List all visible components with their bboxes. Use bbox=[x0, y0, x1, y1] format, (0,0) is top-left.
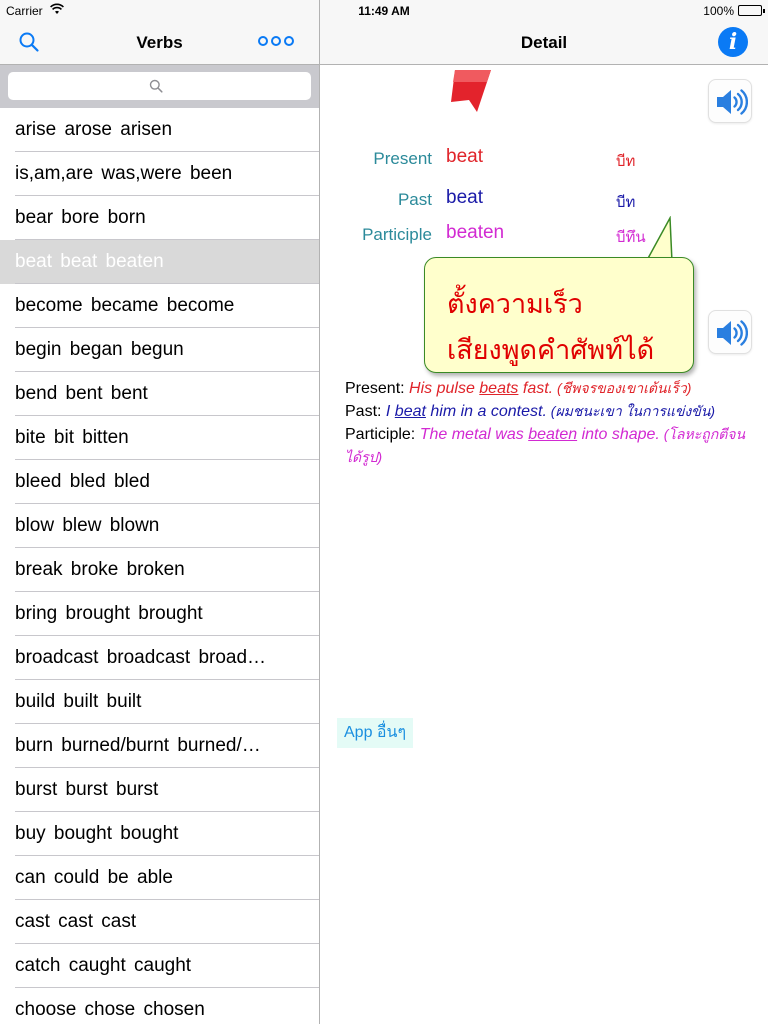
present-label: Present bbox=[373, 149, 432, 168]
example-past-post: him in a contest. bbox=[425, 403, 547, 420]
verb-row[interactable]: cast cast cast bbox=[0, 900, 319, 944]
search-input[interactable] bbox=[8, 72, 311, 100]
example-participle-post: into shape. bbox=[577, 426, 660, 443]
example-past-pre: I bbox=[385, 403, 395, 420]
example-participle-highlight: beaten bbox=[528, 426, 578, 443]
verb-row[interactable]: buy bought bought bbox=[0, 812, 319, 856]
callout-line-2: เสียงพูดคำศัพท์ได้ bbox=[447, 335, 655, 365]
verb-row[interactable]: build built built bbox=[0, 680, 319, 724]
status-bar bbox=[0, 0, 768, 20]
past-word: beat bbox=[446, 187, 483, 208]
present-thai: บีท bbox=[616, 153, 636, 170]
more-icon[interactable] bbox=[258, 34, 294, 48]
example-sentences bbox=[345, 377, 753, 469]
verb-row[interactable]: beat beat beaten bbox=[0, 240, 319, 284]
example-past-text bbox=[386, 403, 715, 420]
verb-row[interactable]: bear bore born bbox=[0, 196, 319, 240]
speaker-icon bbox=[714, 87, 748, 117]
verb-row[interactable]: broadcast broadcast broad… bbox=[0, 636, 319, 680]
verb-row[interactable]: choose chose chosen bbox=[0, 988, 319, 1024]
example-present-highlight: beats bbox=[479, 380, 519, 397]
speaker-icon bbox=[714, 318, 748, 348]
example-participle bbox=[345, 423, 753, 469]
verb-row[interactable]: blow blew blown bbox=[0, 504, 319, 548]
speaker-button-examples[interactable] bbox=[708, 310, 752, 354]
detail-pane bbox=[320, 0, 768, 1024]
verb-list bbox=[0, 108, 319, 1024]
clock: 11:49 AM bbox=[358, 4, 410, 18]
carrier-label: Carrier bbox=[6, 4, 43, 18]
verb-row[interactable]: bend bent bent bbox=[0, 372, 319, 416]
info-icon[interactable]: i bbox=[718, 27, 748, 57]
verb-row[interactable]: bring brought brought bbox=[0, 592, 319, 636]
bookmark-icon[interactable] bbox=[447, 68, 493, 114]
example-present bbox=[345, 377, 753, 400]
example-past-translation: (ผมชนะเขา ในการแข่งขัน) bbox=[546, 403, 716, 419]
form-row-past bbox=[320, 187, 768, 215]
example-present-translation: (ชีพจรของเขาเต้นเร็ว) bbox=[553, 380, 692, 396]
participle-thai: บีทึน bbox=[616, 229, 646, 246]
example-past-highlight: beat bbox=[394, 403, 426, 420]
battery-icon bbox=[738, 5, 762, 16]
past-thai: บีท bbox=[616, 194, 636, 211]
battery-percent: 100% bbox=[703, 4, 734, 18]
master-pane bbox=[0, 0, 320, 1024]
callout-tail-cover bbox=[640, 262, 680, 282]
example-participle-label: Participle: bbox=[345, 426, 420, 443]
example-past-label: Past: bbox=[345, 403, 386, 420]
speaker-button-forms[interactable] bbox=[708, 79, 752, 123]
example-participle-translation: (โลหะถูกตีจนได้รูป) bbox=[345, 426, 746, 465]
verb-row[interactable]: can could be able bbox=[0, 856, 319, 900]
example-present-text bbox=[409, 380, 691, 397]
master-title: Verbs bbox=[136, 33, 183, 52]
verb-row[interactable]: break broke broken bbox=[0, 548, 319, 592]
detail-title: Detail bbox=[520, 33, 568, 52]
example-present-post: fast. bbox=[518, 380, 554, 397]
verb-row[interactable]: burn burned/burnt burned/… bbox=[0, 724, 319, 768]
form-row-participle bbox=[320, 222, 768, 250]
callout-line-1: ตั้งความเร็ว bbox=[447, 289, 583, 319]
verb-row[interactable]: is,am,are was,were been bbox=[0, 152, 319, 196]
example-past bbox=[345, 400, 753, 423]
other-apps-button[interactable]: App อื่นๆ bbox=[337, 718, 413, 748]
verb-row[interactable]: burst burst burst bbox=[0, 768, 319, 812]
example-participle-pre: The metal was bbox=[419, 426, 529, 443]
verb-row[interactable]: become became become bbox=[0, 284, 319, 328]
verb-row[interactable]: bleed bled bled bbox=[0, 460, 319, 504]
present-word: beat bbox=[446, 146, 483, 167]
participle-word: beaten bbox=[446, 222, 505, 243]
participle-label: Participle bbox=[362, 225, 432, 244]
example-present-pre: His pulse bbox=[409, 380, 480, 397]
example-present-label: Present: bbox=[345, 380, 410, 397]
verb-row[interactable]: catch caught caught bbox=[0, 944, 319, 988]
form-row-present bbox=[320, 146, 768, 174]
search-bar bbox=[0, 65, 319, 108]
verb-row[interactable]: begin began begun bbox=[0, 328, 319, 372]
verb-row[interactable]: arise arose arisen bbox=[0, 108, 319, 152]
verb-row[interactable]: bite bit bitten bbox=[0, 416, 319, 460]
past-label: Past bbox=[397, 190, 432, 209]
